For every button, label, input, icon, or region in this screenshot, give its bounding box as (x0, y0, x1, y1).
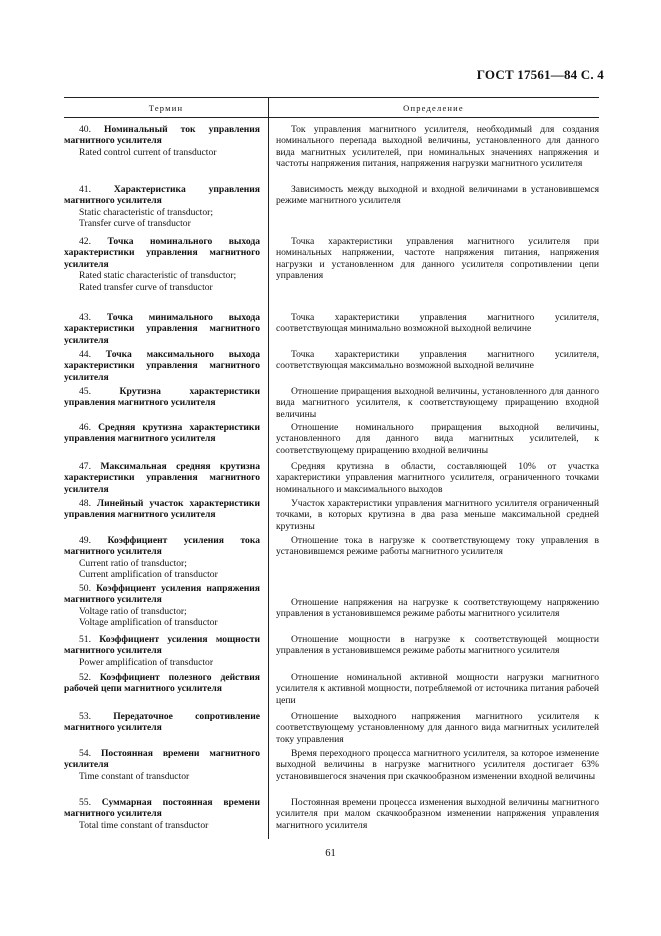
definition-cell: Зависимость между выходной и входной величинами в установившемся режиме магнитного усилителя (276, 184, 599, 207)
term-text: Линейный участок характеристики управления магнитного усилителя (64, 498, 260, 521)
term-title (64, 748, 260, 771)
term-cell (64, 386, 260, 409)
term-text: Крутизна характеристики управления магнитного усилителя (64, 386, 260, 409)
definition-cell: Точка характеристики управления магнитного усилителя при номинальных напряжении, частоте напряжения питания, напряжения нагрузки и установленном для данного усилителя сопротивлении цепи управления (276, 236, 599, 282)
term-cell (64, 583, 260, 629)
term-text: Номинальный ток управления магнитного усилителя (64, 124, 260, 147)
definition-cell: Отношение номинального приращения выходной величины, установленного для данного вида магнитных усилителей, к соответствующему приращению входной величины (276, 422, 599, 456)
term-title (64, 797, 260, 820)
term-number: 52. (79, 672, 91, 683)
term-cell (64, 498, 260, 521)
document-code: ГОСТ 17561—84 С. 4 (476, 67, 604, 82)
english-term: Voltage ratio of transductor; (79, 605, 187, 617)
term-title (64, 634, 260, 657)
term-number: 54. (79, 748, 91, 759)
term-title (64, 236, 260, 270)
column-header-term: Термин (148, 103, 184, 113)
definition-cell: Отношение напряжения на нагрузке к соответствующему напряжению управления в установившемся режиме работы магнитного усилителя (276, 597, 599, 620)
term-number: 47. (79, 461, 91, 472)
definition-cell: Время переходного процесса магнитного усилителя, за которое изменение выходной величины в нагрузке магнитного усилителя достигает 63% установившегося значения при скачкообразном изменении входной величины (276, 748, 599, 782)
term-number: 50. (79, 583, 91, 594)
definition-cell: Точка характеристики управления магнитного усилителя, соответствующая максимально возможной выходной величине (276, 349, 599, 372)
english-term: Total time constant of transductor (79, 819, 209, 831)
term-title (64, 124, 260, 147)
header-divider (268, 97, 269, 117)
english-term: Transfer curve of transductor (79, 218, 191, 230)
english-term: Rated transfer curve of transductor (79, 281, 213, 293)
term-title (64, 535, 260, 558)
term-text: Точка номинального выхода характеристики управления магнитного усилителя (64, 236, 260, 270)
term-number: 51. (79, 634, 91, 645)
term-number: 46. (79, 422, 91, 433)
term-cell (64, 184, 260, 230)
english-term: Power amplification of transductor (79, 656, 214, 668)
definition-cell: Точка характеристики управления магнитного усилителя, соответствующая минимально возможной выходной величине (276, 312, 599, 335)
term-number: 48. (79, 498, 91, 509)
term-text: Характеристика управления магнитного усилителя (64, 184, 260, 207)
term-text: Суммарная постоянная времени магнитного усилителя (64, 797, 260, 820)
english-term: Time constant of transductor (79, 770, 190, 782)
definition-cell: Отношение приращения выходной величины, установленного для данного вида магнитного усилителя, к соответствующему приращению входной величины (276, 386, 599, 420)
definition-cell: Отношение мощности в нагрузке к соответствующей мощности управления в установившемся режиме работы магнитного усилителя (276, 634, 599, 657)
term-text: Коэффициент усиления мощности магнитного усилителя (64, 634, 261, 657)
definition-cell: Средняя крутизна в области, составляющей 10% от участка характеристики управления магнитного усилителя, ограниченного точками номинального и максимального выходов (276, 461, 599, 495)
term-title (64, 583, 260, 606)
term-cell (64, 711, 260, 734)
column-header-definition: Определение (403, 103, 464, 113)
term-title (64, 386, 260, 409)
term-title (64, 312, 260, 346)
term-cell (64, 634, 260, 668)
term-number: 42. (79, 236, 91, 247)
definition-cell: Участок характеристики управления магнитного усилителя ограниченный точками, в которых крутизна в два раза меньше максимальной средней крутизны (276, 498, 599, 532)
english-term: Voltage amplification of transductor (79, 617, 218, 629)
term-cell (64, 422, 260, 445)
column-divider (268, 117, 269, 839)
term-number: 55. (79, 797, 91, 808)
term-title (64, 422, 260, 445)
definition-cell: Отношение выходного напряжения магнитного усилителя к соответствующему установленному для данного вида магнитных усилителей току управления (276, 711, 599, 745)
term-title (64, 349, 260, 383)
term-number: 44. (79, 349, 91, 360)
term-title (64, 498, 260, 521)
term-number: 40. (79, 124, 91, 135)
term-cell (64, 312, 260, 346)
term-text: Передаточное сопротивление магнитного усилителя (64, 711, 260, 734)
term-title (64, 672, 260, 695)
header-bottom-rule (64, 117, 599, 118)
term-number: 41. (79, 184, 91, 195)
term-text: Средняя крутизна характеристики управления магнитного усилителя (64, 422, 260, 445)
term-text: Точка минимального выхода характеристики управления магнитного усилителя (64, 312, 260, 346)
term-number: 43. (79, 312, 91, 323)
term-cell (64, 748, 260, 782)
term-text: Постоянная времени магнитного усилителя (64, 748, 260, 771)
term-text: Коэффициент полезного действия рабочей цепи магнитного усилителя (64, 672, 260, 695)
term-cell (64, 672, 260, 695)
page-number: 61 (325, 848, 336, 859)
term-number: 45. (79, 386, 91, 397)
term-cell (64, 461, 260, 495)
term-text: Максимальная средняя крутизна характеристики управления магнитного усилителя (64, 461, 260, 495)
term-title (64, 461, 260, 495)
term-title (64, 184, 260, 207)
term-number: 49. (79, 535, 91, 546)
term-cell (64, 535, 260, 581)
english-term: Rated static characteristic of transductor; (79, 270, 237, 282)
english-term: Current amplification of transductor (79, 569, 218, 581)
term-cell (64, 124, 260, 158)
english-term: Rated control current of transductor (79, 146, 217, 158)
definition-cell: Отношение номинальной активной мощности нагрузки магнитного усилителя к активной мощности, потребляемой от источника питания рабочей цепи (276, 672, 599, 706)
english-term: Current ratio of transductor; (79, 557, 187, 569)
term-cell (64, 236, 260, 293)
term-text: Коэффициент усиления напряжения магнитного усилителя (64, 583, 260, 606)
term-text: Точка максимального выхода характеристики управления магнитного усилителя (64, 349, 260, 383)
definition-cell: Ток управления магнитного усилителя, необходимый для создания номинального перепада выходной величины, установленного для данного вида магнитных усилителей, при номинальных значениях напряжения и частоты напряжения питания, напряжения нагрузки магнитного усилителя (276, 124, 599, 170)
term-cell (64, 797, 260, 831)
term-text: Коэффициент усиления тока магнитного усилителя (64, 535, 261, 558)
term-number: 53. (79, 711, 91, 722)
english-term: Static characteristic of transductor; (79, 206, 213, 218)
table-top-rule (64, 97, 599, 98)
term-cell (64, 349, 260, 383)
definition-cell: Постоянная времени процесса изменения выходной величины магнитного усилителя при малом скачкообразном изменении напряжения управления магнитного усилителя (276, 797, 599, 831)
definition-cell: Отношение тока в нагрузке к соответствующему току управления в установившемся режиме работы магнитного усилителя (276, 535, 599, 558)
term-title (64, 711, 260, 734)
